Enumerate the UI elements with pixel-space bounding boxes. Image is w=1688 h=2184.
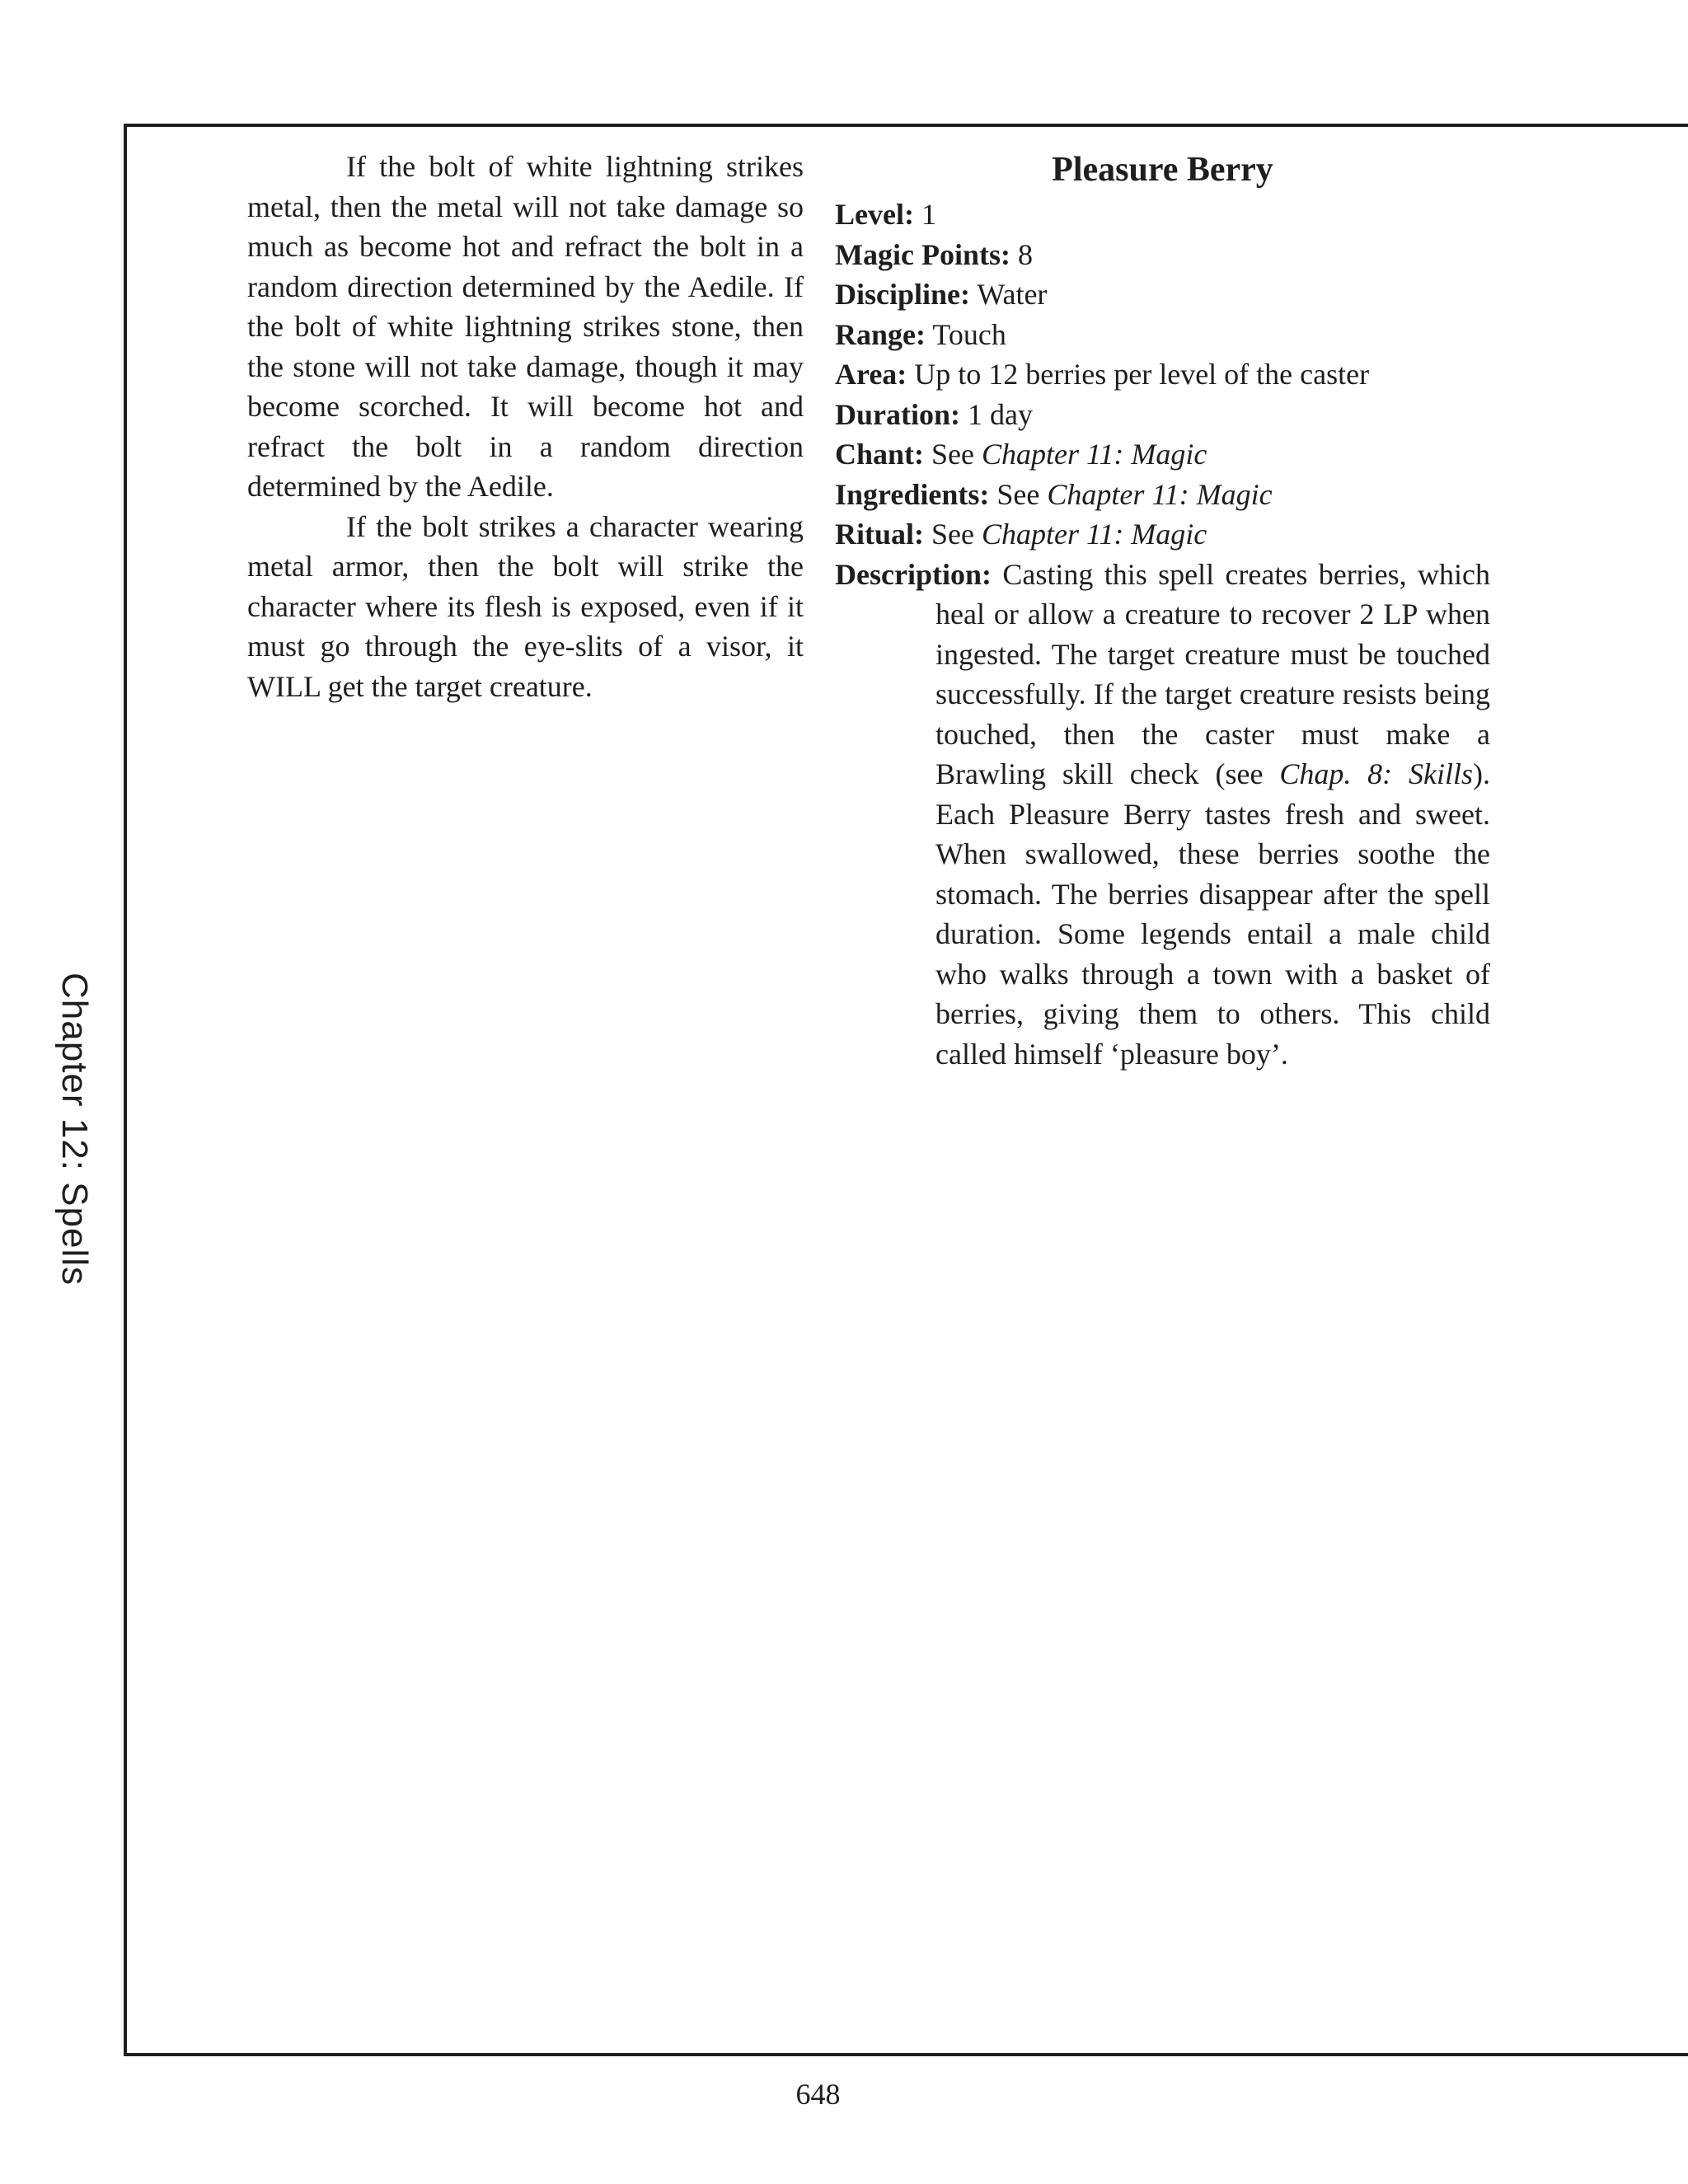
spell-range: Range: Touch: [835, 317, 1006, 351]
spell-ritual: Ritual: See Chapter 11: Magic: [835, 518, 1207, 551]
paragraph: If the bolt strikes a character wearing metal armor, then the bolt will strike the character where its flesh is exposed, even if it must go through the eye-slits of a visor, it WILL get the target creature.: [247, 509, 804, 703]
spell-discipline: Discipline: Water: [835, 278, 1048, 311]
spell-duration: Duration: 1 day: [835, 397, 1033, 431]
spell-description: Description: Casting this spell creates berries, which heal or allow a creature to recover 2 LP when ingested. The target creature must be touched successfully. If the target creature resists being touched, then the caster must make a Brawling skill check (see Chap. 8: Skills). Each Pleasure Berry tastes fresh and sweet. When swallowed, these berries soothe the stomach. The berries disappear after the spell duration. Some legends entail a male child who walks through a town with a basket of berries, giving them to others. This child called himself ‘pleasure boy’.: [835, 557, 1491, 1071]
spell-level: Level: 1: [835, 198, 936, 231]
page-number: 648: [795, 2078, 841, 2111]
left-column: [247, 147, 804, 706]
paragraph: If the bolt of white lightning strikes metal, then the metal will not take damage so much as become hot and refract the bolt in a random direction determined by the Aedile. If the bolt of white lightning strikes stone, then the stone will not take damage, though it may become scorched. It will become hot and refract the bolt in a random direction determined by the Aedile.: [247, 150, 804, 503]
spell-title: Pleasure Berry: [1052, 151, 1273, 189]
spell-chant: Chant: See Chapter 11: Magic: [835, 438, 1207, 471]
spell-area: Area: Up to 12 berries per level of the caster: [835, 358, 1370, 391]
spell-ingredients: Ingredients: See Chapter 11: Magic: [835, 477, 1273, 511]
chapter-side-label: Chapter 12: Spells: [54, 972, 95, 1286]
spell-entry: [835, 147, 1490, 1074]
spell-magic-points: Magic Points: 8: [835, 237, 1033, 271]
